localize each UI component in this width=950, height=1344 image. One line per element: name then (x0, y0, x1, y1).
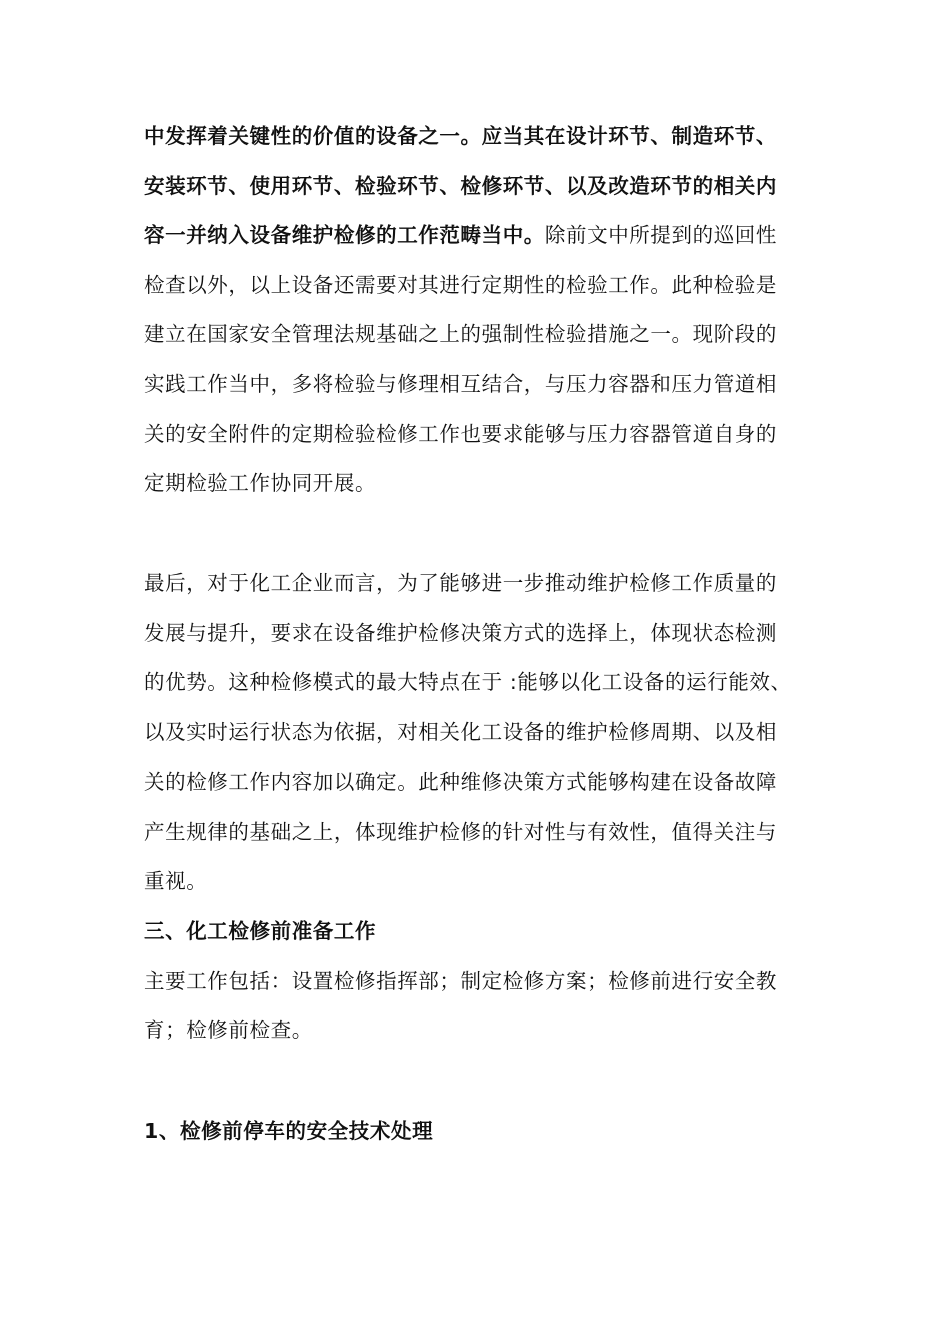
paragraph-1-line-8: 定期检验工作协同开展。 (144, 471, 377, 495)
paragraph-1-line-6: 实践工作当中，多将检验与修理相互结合，与压力容器和压力管道相 (144, 372, 777, 396)
paragraph-1-line-4: 检查以外，以上设备还需要对其进行定期性的检验工作。此种检验是 (144, 273, 777, 297)
paragraph-2-line-2: 发展与提升，要求在设备维护检修决策方式的选择上，体现状态检测 (144, 621, 777, 645)
section-3-body-line-2: 育；检修前检查。 (144, 1018, 313, 1042)
section-3-heading: 三、化工检修前准备工作 (144, 919, 377, 943)
paragraph-1-line-3-rest: 除前文中所提到的巡回性 (544, 223, 778, 247)
paragraph-1-line-3 (144, 221, 814, 249)
paragraph-2-line-6: 产生规律的基础之上，体现维护检修的针对性与有效性，值得关注与 (144, 820, 777, 844)
paragraph-2-line-5: 关的检修工作内容加以确定。此种维修决策方式能够构建在设备故障 (144, 770, 777, 794)
paragraph-1-line-2: 安装环节、使用环节、检验环节、检修环节、以及改造环节的相关内 (144, 174, 777, 198)
subsection-1-heading: 1、检修前停车的安全技术处理 (144, 1119, 434, 1143)
paragraph-2-line-4: 以及实时运行状态为依据，对相关化工设备的维护检修周期、以及相 (144, 720, 777, 744)
section-3-body-line-1: 主要工作包括：设置检修指挥部；制定检修方案；检修前进行安全教 (144, 969, 777, 993)
paragraph-1-line-5: 建立在国家安全管理法规基础之上的强制性检验措施之一。现阶段的 (144, 322, 777, 346)
paragraph-2-line-1: 最后，对于化工企业而言，为了能够进一步推动维护检修工作质量的 (144, 571, 777, 595)
paragraph-2-line-3: 的优势。这种检修模式的最大特点在于 :能够以化工设备的运行能效、 (144, 670, 792, 694)
paragraph-1-line-7: 关的安全附件的定期检验检修工作也要求能够与压力容器管道自身的 (144, 422, 777, 446)
paragraph-1-line-1: 中发挥着关键性的价值的设备之一。应当其在设计环节、制造环节、 (144, 124, 777, 148)
paragraph-1-line-3-bold: 容一并纳入设备维护检修的工作范畴当中。 (144, 223, 545, 247)
paragraph-2-line-7: 重视。 (144, 869, 208, 893)
